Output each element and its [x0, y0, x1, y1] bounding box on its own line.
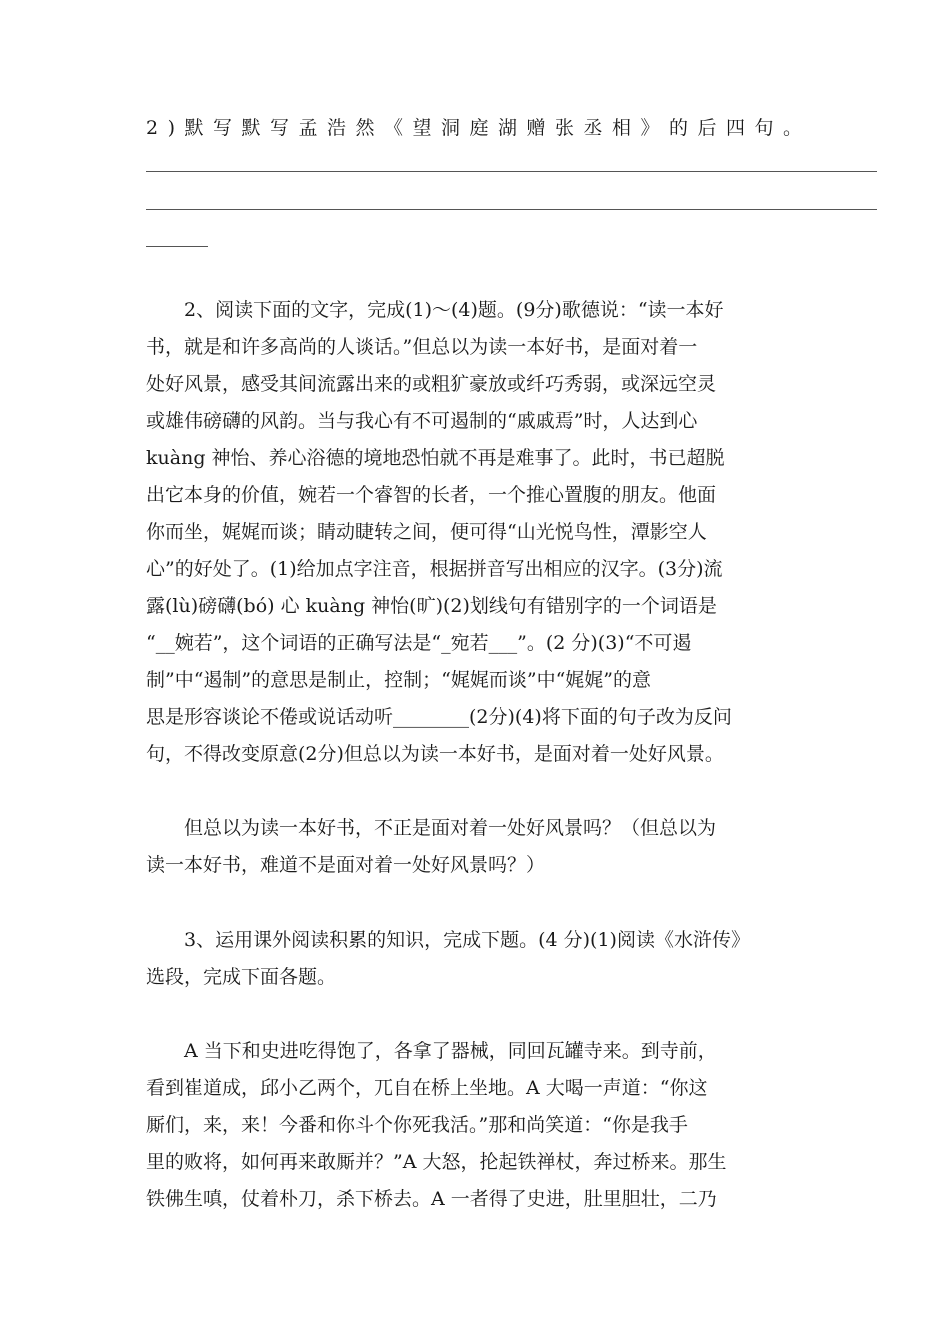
text-line: 看到崔道成，邱小乙两个，兀自在桥上坐地。A 大喝一声道：“你这 — [146, 1077, 708, 1099]
text-line: 3、运用课外阅读积累的知识，完成下题。(4 分)(1)阅读《水浒传》 — [184, 929, 750, 951]
text-line: 厮们，来，来！今番和你斗个你死我活。”那和尚笑道：“你是我手 — [146, 1114, 688, 1136]
text-line: A 当下和史进吃得饱了，各拿了器械，同回瓦罐寺来。到寺前， — [184, 1040, 717, 1062]
text-line: 选段，完成下面各题。 — [146, 966, 337, 988]
text-line: 露(lù)磅礴(bó) 心 kuàng 神怡(旷)(2)划线句有错别字的一个词语是 — [146, 595, 717, 617]
text-line: kuàng 神怡、养心浴德的境地恐怕就不再是难事了。此时，书已超脱 — [146, 447, 725, 469]
text-line: 或雄伟磅礴的风韵。当与我心有不可遏制的“戚戚焉”时，人达到心 — [146, 410, 698, 432]
text-line: 书，就是和许多高尚的人谈话。”但总以为读一本好书，是面对着一 — [146, 336, 698, 358]
answer-line — [146, 246, 208, 247]
text-line: 制”中“遏制”的意思是制止，控制；“娓娓而谈”中“娓娓”的意 — [146, 669, 651, 691]
question-3-paragraph — [146, 922, 846, 996]
text-line: “__婉若”，这个词语的正确写法是“_宛若___”。(2 分)(3)“不可遏 — [146, 632, 692, 654]
shuihu-passage — [146, 1033, 846, 1218]
text-line: 出它本身的价值，婉若一个睿智的长者，一个推心置腹的朋友。他面 — [146, 484, 717, 506]
text-line: 铁佛生嗔，仗着朴刀，杀下桥去。A 一者得了史进，肚里胆壮，二乃 — [146, 1188, 717, 1210]
answer-line — [146, 171, 877, 172]
text-line: 心”的好处了。(1)给加点字注音，根据拼音写出相应的汉字。(3分)流 — [146, 558, 723, 580]
text-line: 2、阅读下面的文字，完成(1)～(4)题。(9分)歌德说：“读一本好 — [184, 299, 724, 321]
text-line: 处好风景，感受其间流露出来的或粗犷豪放或纤巧秀弱，或深远空灵 — [146, 373, 717, 395]
answer-line — [146, 209, 877, 210]
text-line: 你而坐，娓娓而谈；睛动睫转之间，便可得“山光悦鸟性，潭影空人 — [146, 521, 707, 543]
text-line: 读一本好书，难道不是面对着一处好风景吗？） — [146, 854, 546, 876]
text-line: 里的败将，如何再来敢厮并？”A 大怒，抡起铁禅杖，奔过桥来。那生 — [146, 1151, 727, 1173]
text-line: 但总以为读一本好书，不正是面对着一处好风景吗？（但总以为 — [184, 817, 717, 839]
text-line: 思是形容谈论不倦或说话动听________(2分)(4)将下面的句子改为反问 — [146, 706, 732, 728]
text-line: 句，不得改变原意(2分)但总以为读一本好书，是面对着一处好风景。 — [146, 743, 724, 765]
question-2-paragraph — [146, 292, 846, 773]
answer-paragraph — [146, 810, 846, 884]
recitation-question: 2)默写默写孟浩然《望洞庭湖赠张丞相》的后四句。 — [146, 117, 812, 139]
